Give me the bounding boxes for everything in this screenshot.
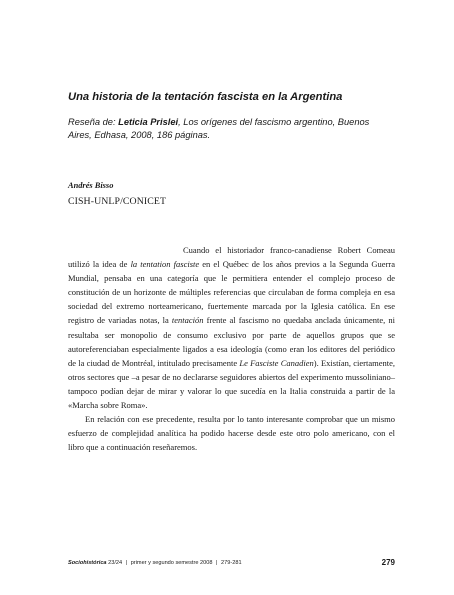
body-text-segment: en el Québec de los años previos a la Segunda Guerra Mundial, pensaba en una categoría que le permitiera entender el complejo proceso de constitución de un horizonte de múltiples referencias que circulaban de forma compleja en esa sociedad del extremo norteamericano, fuertemente marcada por la Iglesia católica. En ese registro de variadas notas, la <box>68 259 396 326</box>
footer-period: primer y segundo semestre 2008 <box>130 560 213 566</box>
body-emphasis: la tentation fasciste <box>130 259 200 270</box>
author-affiliation: CISH-UNLP/CONICET <box>68 196 167 207</box>
body-paragraph-1 <box>68 243 395 412</box>
footer-separator: | <box>216 560 218 566</box>
review-prefix: Reseña de: <box>68 117 116 127</box>
review-reference <box>68 116 383 142</box>
article-author: Andrés Bisso <box>68 181 114 190</box>
footer-pages: 279-281 <box>221 560 242 566</box>
footer-issue: 23/24 <box>108 560 123 566</box>
page-footer <box>68 557 395 569</box>
body-text-segment: ). Existían, ciertamente, otros sectores que –a pesar de no declararse seguidores abiertos del experimento mussoliniano– tampoco podían dejar de mirar y valorar lo que sucedía en la Italia construida a partir de la «Marcha sobre Roma». <box>68 357 395 411</box>
review-book-details: , Los orígenes del fascismo argentino, Buenos Aires, Edhasa, 2008, 186 páginas. <box>68 117 370 140</box>
review-book-author: Leticia Prislei <box>118 117 179 127</box>
article-body <box>68 243 395 454</box>
body-text-segment: Cuando el historiador franco-canadiense Robert Comeau utilizó la idea de <box>68 245 395 270</box>
body-emphasis: tentación <box>171 315 204 326</box>
body-text-segment: frente al fascismo no quedaba anclada únicamente, ni resultaba ser monopolio de consumo exclusivo por parte de aquellos grupos que se autoreferenciaban especialmente ligados a esa ideología (como eran los editores del periódico de la ciudad de Montréal, intitulado precisamente <box>68 315 395 368</box>
body-paragraph-2: En relación con ese precedente, resulta por lo tanto interesante comprobar que un mismo esfuerzo de complejidad analítica ha podido hacerse desde este otro polo americano, con el libro que a continuación reseñaremos. <box>68 414 395 453</box>
article-title: Una historia de la tentación fascista en la Argentina <box>68 91 343 103</box>
footer-journal: Sociohistórica <box>68 560 107 566</box>
page-number: 279 <box>381 558 395 567</box>
body-emphasis: Le Fasciste Canadien <box>239 357 314 368</box>
footer-separator: | <box>125 560 128 566</box>
